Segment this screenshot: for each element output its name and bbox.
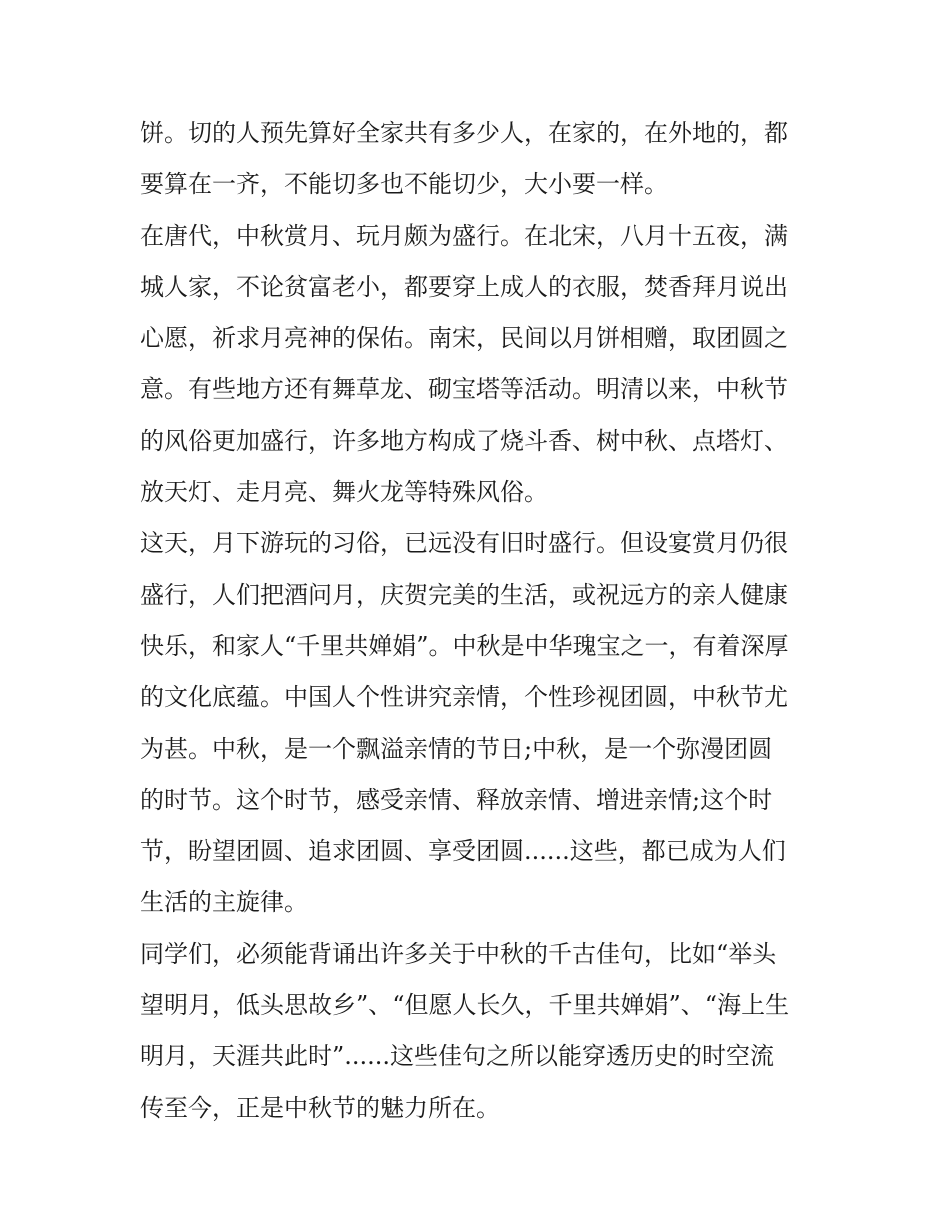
text-line: 快乐，和家人“千里共婵娟”。中秋是中华瑰宝之一，有着深厚 xyxy=(140,631,789,660)
text-line: 生活的主旋律。 xyxy=(140,888,308,917)
text-line: 明月，天涯共此时”......这些佳句之所以能穿透历史的时空流 xyxy=(140,1042,775,1071)
text-line: 要算在一齐，不能切多也不能切少，大小要一样。 xyxy=(140,170,668,199)
text-line: 放天灯、走月亮、舞火龙等特殊风俗。 xyxy=(140,478,548,507)
text-line: 为甚。中秋，是一个飘溢亲情的节日;中秋，是一个弥漫团圆 xyxy=(140,734,773,763)
text-line: 饼。切的人预先算好全家共有多少人，在家的，在外地的，都 xyxy=(140,119,788,147)
text-line: 的风俗更加盛行，许多地方构成了烧斗香、树中秋、点塔灯、 xyxy=(140,426,788,455)
text-line: 心愿，祈求月亮神的保佑。南宋，民间以月饼相赠，取团圆之 xyxy=(140,324,788,353)
text-line: 这天，月下游玩的习俗，已远没有旧时盛行。但设宴赏月仍很 xyxy=(140,529,788,558)
text-line: 在唐代，中秋赏月、玩月颇为盛行。在北宋，八月十五夜，满 xyxy=(140,221,788,250)
text-line: 同学们，必须能背诵出许多关于中秋的千古佳句，比如“举头 xyxy=(140,939,777,968)
text-line: 意。有些地方还有舞草龙、砌宝塔等活动。明清以来，中秋节 xyxy=(140,375,788,404)
body-text xyxy=(140,108,816,1134)
text-line: 望明月，低头思故乡”、“但愿人长久，千里共婵娟”、“海上生 xyxy=(140,991,790,1020)
text-line: 节，盼望团圆、追求团圆、享受团圆......这些，都已成为人们 xyxy=(140,837,786,866)
text-line: 盛行，人们把酒问月，庆贺完美的生活，或祝远方的亲人健康 xyxy=(140,580,788,609)
text-line: 城人家，不论贫富老小，都要穿上成人的衣服，焚香拜月说出 xyxy=(140,272,788,301)
text-line: 的时节。这个时节，感受亲情、释放亲情、增进亲情;这个时 xyxy=(140,785,773,814)
text-line: 传至今，正是中秋节的魅力所在。 xyxy=(140,1093,500,1122)
text-line: 的文化底蕴。中国人个性讲究亲情，个性珍视团圆，中秋节尤 xyxy=(140,683,788,712)
